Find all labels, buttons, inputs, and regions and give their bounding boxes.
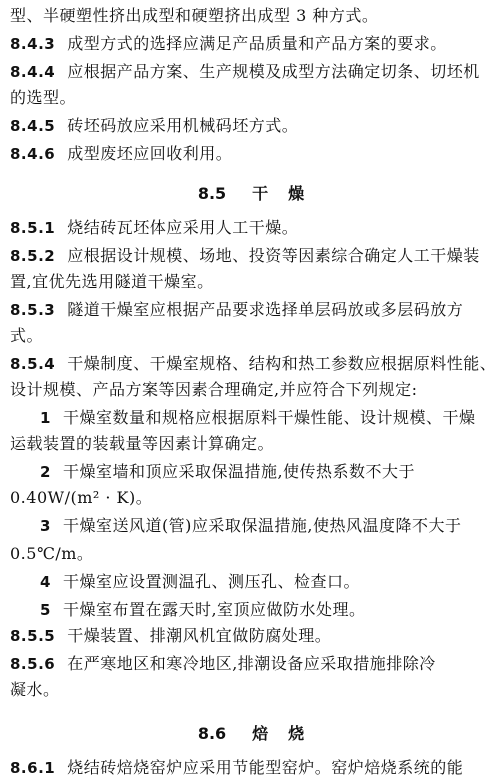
paragraph-line xyxy=(10,488,494,508)
paragraph-text: 0.40W/(m² · K)。 xyxy=(10,488,153,507)
clause-number: 8.5.5 xyxy=(10,627,56,645)
list-item-4 xyxy=(10,572,504,592)
list-item-text: 干燥室送风道(管)应采取保温措施,使热风温度降不大于 xyxy=(62,516,462,535)
clause-number: 8.5.4 xyxy=(10,355,56,373)
clause-number: 8.6.1 xyxy=(10,759,56,777)
clause-number: 8.4.3 xyxy=(10,35,56,53)
list-item-3 xyxy=(10,516,504,536)
clause-number: 8.5.3 xyxy=(10,301,56,319)
list-item-5 xyxy=(10,600,504,620)
clause-8-5-6 xyxy=(10,654,494,674)
paragraph-line xyxy=(10,326,494,346)
section-title: 干 燥 xyxy=(252,184,307,203)
clause-text: 应根据设计规模、场地、投资等因素综合确定人工干燥装 xyxy=(67,246,480,265)
clause-8-4-3 xyxy=(10,34,494,54)
section-number: 8.6 xyxy=(197,724,227,743)
clause-number: 8.4.6 xyxy=(10,145,56,163)
paragraph-line xyxy=(10,434,494,454)
clause-8-6-1 xyxy=(10,758,494,778)
paragraph-line xyxy=(10,88,494,108)
clause-text: 隧道干燥室应根据产品要求选择单层码放或多层码放方 xyxy=(67,300,464,319)
paragraph-text: 置,宜优先选用隧道干燥室。 xyxy=(10,272,214,291)
list-item-text: 干燥室布置在露天时,室顶应做防水处理。 xyxy=(62,600,366,619)
section-heading-8-5 xyxy=(0,184,504,204)
clause-text: 干燥制度、干燥室规格、结构和热工参数应根据原料性能、 xyxy=(67,354,497,373)
list-item-number: 4 xyxy=(40,573,51,591)
list-item-2 xyxy=(10,462,504,482)
paragraph-line xyxy=(10,544,494,564)
clause-8-5-3 xyxy=(10,300,494,320)
list-item-text: 干燥室墙和顶应采取保温措施,使传热系数不大于 xyxy=(62,462,416,481)
clause-8-5-5 xyxy=(10,626,494,646)
clause-text: 砖坯码放应采用机械码坯方式。 xyxy=(67,116,299,135)
clause-text: 烧结砖焙烧窑炉应采用节能型窑炉。窑炉焙烧系统的能 xyxy=(67,758,464,777)
clause-text: 烧结砖瓦坯体应采用人工干燥。 xyxy=(67,218,299,237)
list-item-number: 3 xyxy=(40,517,51,535)
clause-8-5-2 xyxy=(10,246,494,266)
section-number: 8.5 xyxy=(197,184,227,203)
clause-8-4-6 xyxy=(10,144,494,164)
paragraph-text: 型、半硬塑性挤出成型和硬塑挤出成型 3 种方式。 xyxy=(10,6,379,25)
clause-8-4-5 xyxy=(10,116,494,136)
paragraph-line xyxy=(10,680,494,700)
paragraph-line xyxy=(10,272,494,292)
paragraph-text: 式。 xyxy=(10,326,44,345)
clause-number: 8.4.4 xyxy=(10,63,56,81)
section-title: 焙 烧 xyxy=(252,724,307,743)
list-item-number: 2 xyxy=(40,463,51,481)
clause-text: 成型方式的选择应满足产品质量和产品方案的要求。 xyxy=(67,34,447,53)
clause-text: 在严寒地区和寒冷地区,排潮设备应采取措施排除冷 xyxy=(67,654,436,673)
clause-number: 8.5.2 xyxy=(10,247,56,265)
list-item-text: 干燥室应设置测温孔、测压孔、检查口。 xyxy=(62,572,360,591)
paragraph-text: 0.5℃/m。 xyxy=(10,544,94,563)
paragraph-text: 的选型。 xyxy=(10,88,77,107)
list-item-text: 干燥室数量和规格应根据原料干燥性能、设计规模、干燥 xyxy=(62,408,476,427)
paragraph-line xyxy=(10,6,494,26)
list-item-number: 1 xyxy=(40,409,51,427)
clause-number: 8.4.5 xyxy=(10,117,56,135)
paragraph-text: 凝水。 xyxy=(10,680,60,699)
clause-text: 成型废坯应回收利用。 xyxy=(67,144,233,163)
clause-number: 8.5.1 xyxy=(10,219,56,237)
list-item-number: 5 xyxy=(40,601,51,619)
clause-8-5-1 xyxy=(10,218,494,238)
paragraph-text: 运载装置的装载量等因素计算确定。 xyxy=(10,434,275,453)
section-heading-8-6 xyxy=(0,724,504,744)
clause-number: 8.5.6 xyxy=(10,655,56,673)
paragraph-text: 设计规模、产品方案等因素合理确定,并应符合下列规定: xyxy=(10,380,418,399)
paragraph-line xyxy=(10,380,494,400)
clause-8-4-4 xyxy=(10,62,494,82)
clause-text: 干燥装置、排潮风机宜做防腐处理。 xyxy=(67,626,332,645)
clause-8-5-4 xyxy=(10,354,497,374)
clause-text: 应根据产品方案、生产规模及成型方法确定切条、切坯机 xyxy=(67,62,480,81)
list-item-1 xyxy=(10,408,504,428)
